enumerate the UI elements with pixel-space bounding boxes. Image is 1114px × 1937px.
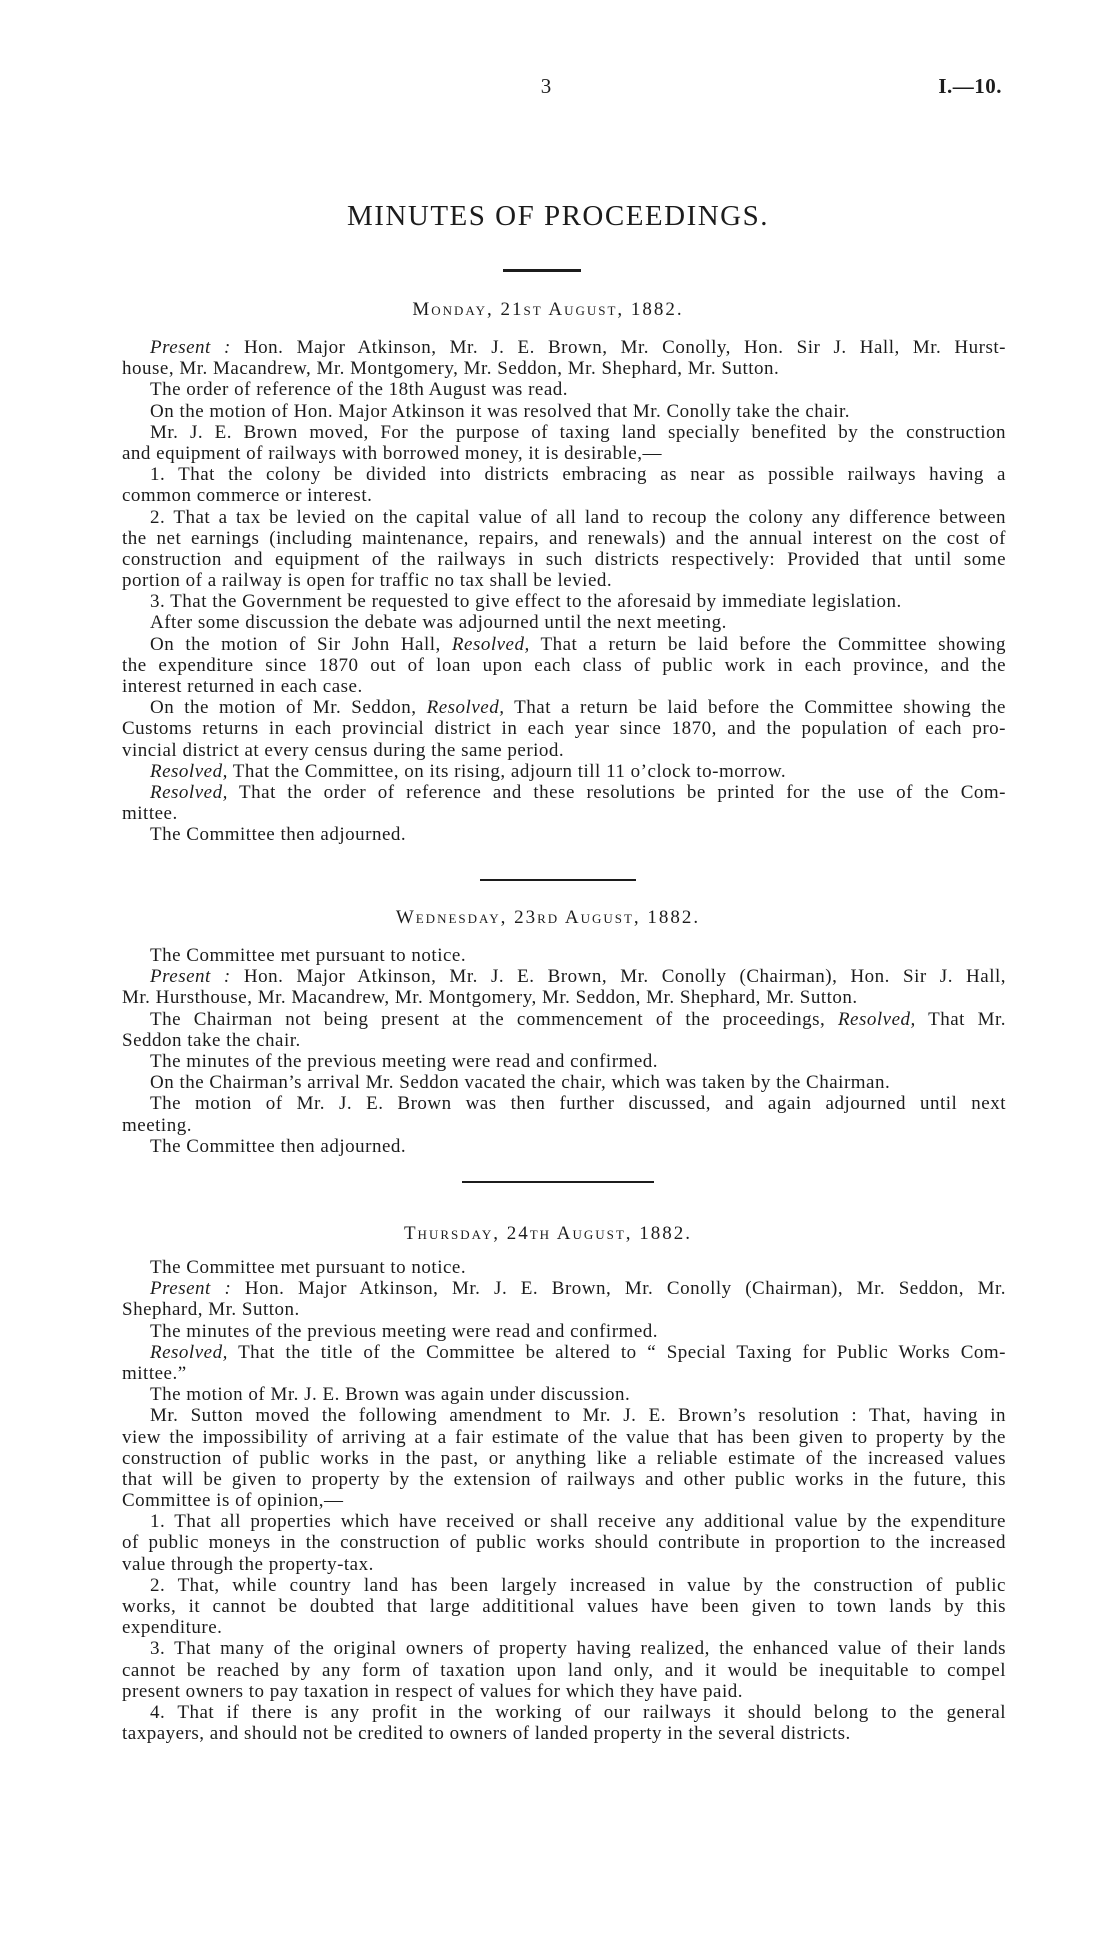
paragraph bbox=[122, 966, 1006, 1008]
paragraph bbox=[122, 1342, 1006, 1384]
paragraph bbox=[122, 1136, 1006, 1157]
text-line bbox=[122, 485, 1006, 506]
text-run: 2. That, while country land has been largely increased in value by the construction of public bbox=[150, 1574, 1006, 1596]
paragraph bbox=[122, 1511, 1006, 1575]
paragraph bbox=[122, 1093, 1006, 1135]
text-run: The Chairman not being present at the commencement of the proceedings, bbox=[150, 1008, 838, 1030]
text-line bbox=[122, 1384, 1006, 1405]
text-line bbox=[122, 1596, 1006, 1617]
text-line bbox=[122, 1532, 1006, 1553]
text-run: The Committee then adjourned. bbox=[150, 1135, 407, 1157]
text-line bbox=[122, 1638, 1006, 1659]
text-run: Hon. Major Atkinson, Mr. J. E. Brown, Mr. Conolly (Chairman), Hon. Sir J. Hall, bbox=[230, 966, 1006, 988]
text-run: The Committee met pursuant to notice. bbox=[150, 945, 467, 966]
text-line bbox=[122, 443, 1006, 464]
text-line bbox=[122, 1342, 1006, 1363]
paragraph bbox=[122, 1278, 1006, 1320]
section-date-heading: Thursday, 24th August, 1882. bbox=[403, 1223, 693, 1244]
text-run: 3. That many of the original owners of property having realized, the enhanced value of their lands bbox=[150, 1638, 1006, 1660]
text-line bbox=[122, 740, 1006, 761]
paragraph bbox=[122, 422, 1006, 464]
italic-run: Resolved, bbox=[837, 1008, 916, 1030]
paragraph bbox=[122, 634, 1006, 698]
text-line bbox=[122, 337, 1006, 358]
text-run: taxpayers, and should not be credited to owners of landed property in the several districts. bbox=[122, 1723, 851, 1745]
text-line bbox=[122, 1009, 1006, 1030]
text-line bbox=[122, 1469, 1006, 1490]
text-line bbox=[122, 1617, 1006, 1638]
text-line bbox=[122, 549, 1006, 570]
text-line bbox=[122, 1575, 1006, 1596]
paragraph bbox=[122, 945, 1006, 966]
italic-run: Present : bbox=[150, 337, 231, 358]
paper-id: I.—10. bbox=[938, 74, 1002, 98]
section-body bbox=[122, 1257, 1006, 1744]
text-line bbox=[122, 528, 1006, 549]
paragraph bbox=[122, 1051, 1006, 1072]
text-run: house, Mr. Macandrew, Mr. Montgomery, Mr. Seddon, Mr. Shephard, Mr. Sutton. bbox=[122, 358, 780, 380]
paragraph bbox=[122, 1257, 1006, 1278]
paragraph bbox=[122, 782, 1006, 824]
text-line bbox=[122, 1093, 1006, 1114]
text-run: Customs returns in each provincial district in each year since 1870, and the population of each pro- bbox=[122, 718, 1006, 740]
text-line bbox=[122, 1115, 1006, 1136]
section-date-heading: Monday, 21st August, 1882. bbox=[412, 299, 684, 320]
paragraph bbox=[122, 337, 1006, 379]
text-run: Hon. Major Atkinson, Mr. J. E. Brown, Mr. Conolly (Chairman), Mr. Seddon, Mr. bbox=[231, 1278, 1006, 1300]
text-line bbox=[122, 1405, 1006, 1426]
text-run: portion of a railway is open for traffic no tax shall be levied. bbox=[122, 570, 613, 592]
text-run: That the Committee, on its rising, adjourn till 11 o’clock to-morrow. bbox=[227, 760, 787, 782]
text-line bbox=[122, 1136, 1006, 1157]
text-run: After some discussion the debate was adjourned until the next meeting. bbox=[150, 612, 727, 634]
text-run: 4. That if there is any profit in the working of our railways it should belong to the general bbox=[150, 1701, 1006, 1723]
text-line bbox=[122, 1363, 1006, 1384]
text-line bbox=[122, 401, 1006, 422]
text-run: Mr. Sutton moved the following amendment to Mr. J. E. Brown’s resolution : That, having in bbox=[150, 1405, 1006, 1427]
text-line bbox=[122, 1051, 1006, 1072]
text-run: and equipment of railways with borrowed money, it is desirable,— bbox=[122, 442, 662, 464]
text-line bbox=[122, 676, 1006, 697]
text-line bbox=[122, 591, 1006, 612]
text-line bbox=[122, 1448, 1006, 1469]
section-divider bbox=[462, 1181, 654, 1183]
text-run: present owners to pay taxation in respect of values for which they have paid. bbox=[122, 1680, 743, 1702]
section-body bbox=[122, 337, 1006, 846]
paragraph bbox=[122, 1384, 1006, 1405]
text-run: expenditure. bbox=[122, 1617, 223, 1639]
paragraph bbox=[122, 379, 1006, 400]
text-line bbox=[122, 358, 1006, 379]
text-run: 3. That the Government be requested to give effect to the aforesaid by immediate legislation. bbox=[150, 591, 902, 613]
text-line bbox=[122, 655, 1006, 676]
page-title: MINUTES OF PROCEEDINGS. bbox=[346, 200, 769, 232]
paragraph bbox=[122, 401, 1006, 422]
text-line bbox=[122, 1030, 1006, 1051]
text-run: The minutes of the previous meeting were read and confirmed. bbox=[150, 1320, 658, 1342]
text-line bbox=[122, 1723, 1006, 1744]
text-line bbox=[122, 422, 1006, 443]
text-run: The motion of Mr. J. E. Brown was again under discussion. bbox=[150, 1384, 631, 1406]
text-line bbox=[122, 803, 1006, 824]
text-run: construction of public works in the past, or anything like a reliable estimate of the increased values bbox=[122, 1447, 1006, 1469]
text-line bbox=[122, 945, 1006, 966]
paragraph bbox=[122, 1702, 1006, 1744]
text-run: The motion of Mr. J. E. Brown was then further discussed, and again adjourned until next bbox=[150, 1093, 1006, 1115]
text-run: mittee. bbox=[122, 803, 178, 825]
text-run: construction and equipment of the railways in such districts respectively: Provided that until some bbox=[122, 548, 1006, 570]
text-run: Mr. J. E. Brown moved, For the purpose of taxing land specially benefited by the construction bbox=[150, 421, 1006, 443]
paragraph bbox=[122, 761, 1006, 782]
text-run: Seddon take the chair. bbox=[122, 1029, 301, 1051]
paragraph bbox=[122, 1405, 1006, 1511]
paragraph bbox=[122, 464, 1006, 506]
text-run: vincial district at every census during the same period. bbox=[122, 739, 565, 761]
text-line bbox=[122, 1257, 1006, 1278]
text-run: interest returned in each case. bbox=[122, 676, 363, 697]
italic-run: Resolved, bbox=[150, 1341, 228, 1363]
text-line bbox=[122, 1554, 1006, 1575]
text-run: The Committee then adjourned. bbox=[150, 824, 407, 846]
text-run: common commerce or interest. bbox=[122, 485, 373, 507]
italic-run: Resolved, bbox=[150, 781, 228, 803]
text-line bbox=[122, 987, 1006, 1008]
text-run: the expenditure since 1870 out of loan upon each class of public work in each province, and the bbox=[122, 654, 1006, 676]
text-line bbox=[122, 1660, 1006, 1681]
italic-run: Present : bbox=[150, 966, 231, 988]
text-run: that will be given to property by the extension of railways and other public works in the future, this bbox=[122, 1468, 1006, 1490]
text-line bbox=[122, 1278, 1006, 1299]
text-run: On the motion of Hon. Major Atkinson it was resolved that Mr. Conolly take the chair. bbox=[150, 400, 851, 422]
text-run: Committee is of opinion,— bbox=[122, 1490, 344, 1512]
italic-run: Resolved, bbox=[426, 697, 505, 719]
text-run: of public moneys in the construction of public works should contribute in proportion to the increased bbox=[122, 1532, 1006, 1554]
text-run: 2. That a tax be levied on the capital value of all land to recoup the colony any difference between bbox=[150, 506, 1006, 528]
paragraph bbox=[122, 1638, 1006, 1702]
paragraph bbox=[122, 1575, 1006, 1639]
text-line bbox=[122, 782, 1006, 803]
text-run: Hon. Major Atkinson, Mr. J. E. Brown, Mr. Conolly, Hon. Sir J. Hall, Mr. Hurst- bbox=[230, 337, 1006, 358]
text-line bbox=[122, 570, 1006, 591]
italic-run: Resolved, bbox=[150, 760, 228, 782]
text-run: The Committee met pursuant to notice. bbox=[150, 1257, 467, 1278]
text-line bbox=[122, 1511, 1006, 1532]
text-line bbox=[122, 1072, 1006, 1093]
text-run: works, it cannot be doubted that large addititional values have been given to town lands by this bbox=[122, 1596, 1006, 1617]
text-run: The order of reference of the 18th August was read. bbox=[150, 379, 569, 401]
text-line bbox=[122, 966, 1006, 987]
text-run: That the title of the Committee be altered to “ Special Taxing for Public Works Com- bbox=[227, 1341, 1006, 1363]
paragraph bbox=[122, 1009, 1006, 1051]
paragraph bbox=[122, 591, 1006, 612]
text-line bbox=[122, 761, 1006, 782]
paragraph bbox=[122, 1321, 1006, 1342]
text-line bbox=[122, 1427, 1006, 1448]
text-line bbox=[122, 507, 1006, 528]
paragraph bbox=[122, 612, 1006, 633]
text-run: On the motion of Sir John Hall, bbox=[150, 633, 452, 655]
section-divider bbox=[480, 879, 636, 881]
text-run: That Mr. bbox=[915, 1008, 1006, 1030]
text-line bbox=[122, 1490, 1006, 1511]
paragraph bbox=[122, 507, 1006, 592]
text-line bbox=[122, 1299, 1006, 1320]
text-line bbox=[122, 634, 1006, 655]
text-run: That a return be laid before the Committee showing bbox=[529, 633, 1006, 655]
text-run: meeting. bbox=[122, 1114, 192, 1136]
section-date-heading: Wednesday, 23rd August, 1882. bbox=[395, 907, 701, 928]
text-run: The minutes of the previous meeting were read and confirmed. bbox=[150, 1050, 658, 1072]
text-run: On the motion of Mr. Seddon, bbox=[150, 697, 427, 719]
text-line bbox=[122, 379, 1006, 400]
text-line bbox=[122, 718, 1006, 739]
text-run: Shephard, Mr. Sutton. bbox=[122, 1299, 300, 1321]
text-run: mittee.” bbox=[122, 1362, 187, 1384]
text-line bbox=[122, 612, 1006, 633]
text-run: 1. That the colony be divided into districts embracing as near as possible railways having a bbox=[150, 464, 1006, 486]
text-line bbox=[122, 1702, 1006, 1723]
text-run: That a return be laid before the Committee showing the bbox=[504, 697, 1006, 719]
text-line bbox=[122, 1321, 1006, 1342]
text-run: Mr. Hursthouse, Mr. Macandrew, Mr. Montgomery, Mr. Seddon, Mr. Shephard, Mr. Sutton. bbox=[122, 987, 858, 1009]
title-rule bbox=[503, 269, 581, 272]
italic-run: Resolved, bbox=[451, 633, 530, 655]
text-run: view the impossibility of arriving at a fair estimate of the value that has been given to property by the bbox=[122, 1426, 1006, 1448]
text-run: the net earnings (including maintenance, repairs, and renewals) and the annual interest on the cost of bbox=[122, 527, 1006, 549]
paragraph bbox=[122, 824, 1006, 845]
page-number: 3 bbox=[540, 74, 552, 98]
paragraph bbox=[122, 697, 1006, 761]
text-run: On the Chairman’s arrival Mr. Seddon vacated the chair, which was taken by the Chairman. bbox=[150, 1072, 891, 1094]
text-run: 1. That all properties which have received or shall receive any additional value by the expenditure bbox=[150, 1511, 1006, 1533]
text-run: value through the property-tax. bbox=[122, 1553, 374, 1575]
section-body bbox=[122, 945, 1006, 1157]
italic-run: Present : bbox=[150, 1278, 232, 1300]
text-line bbox=[122, 1681, 1006, 1702]
text-run: cannot be reached by any form of taxation upon land only, and it would be inequitable to compel bbox=[122, 1659, 1006, 1681]
text-line bbox=[122, 824, 1006, 845]
text-run: That the order of reference and these resolutions be printed for the use of the Com- bbox=[227, 781, 1006, 803]
text-line bbox=[122, 697, 1006, 718]
text-line bbox=[122, 464, 1006, 485]
paragraph bbox=[122, 1072, 1006, 1093]
